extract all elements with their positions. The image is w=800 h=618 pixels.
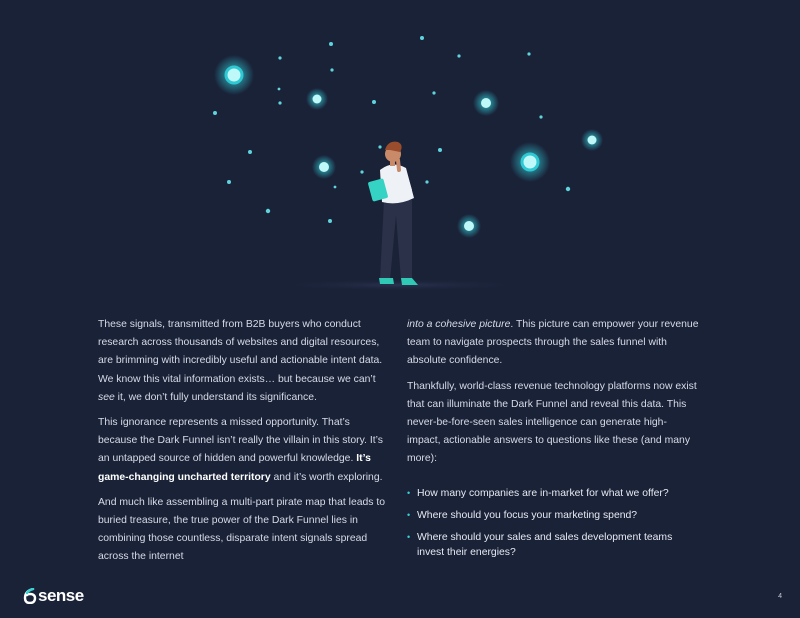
bullet-icon: • [407,487,411,498]
question-item: • Where should you focus your marketing spend? [407,509,638,521]
thinking-person [368,142,418,285]
left-column [98,316,390,574]
right-paragraph-1: into a cohesive picture. This picture can empower your revenue team to navigate prospects through the sales funnel with absolute confidence. [407,319,699,367]
question-item: • Where should your sales and sales development teams invest their energies? [407,531,673,558]
bullet-icon: • [407,509,411,520]
hero-illustration [0,0,800,300]
logo-wordmark: sense [38,586,84,605]
question-list [407,486,699,560]
page-number: 4 [778,593,782,600]
left-paragraph-2: This ignorance represents a missed opportunity. That’s because the Dark Funnel isn’t really the villain in this story. It’s an untapped source of hidden and powerful knowledge. It’s game-changing uncharted territory and it’s worth exploring. [98,417,383,483]
emphasis-cohesive-picture: into a cohesive picture [407,319,511,330]
bullet-icon: • [407,531,411,542]
left-paragraph-1: These signals, transmitted from B2B buyers who conduct research across thousands of websites and digital resources, are brimming with incredibly useful and actionable intent data. We know this vital information exists… but because we can’t see it, we don’t fully understand its significance. [98,319,383,403]
6-mark-icon [23,588,37,604]
emphasis-game-changing: It’s game-changing uncharted territory [98,453,371,483]
right-column [407,316,699,567]
floor-shadow [270,279,530,291]
left-paragraph-3: And much like assembling a multi-part pirate map that leads to buried treasure, the true power of the Dark Funnel lies in combining those countless, disparate intent signals spread across the internet [98,496,386,563]
emphasis-see: see [98,391,115,403]
right-paragraph-2: Thankfully, world-class revenue technology platforms now exist that can illuminate the Dark Funnel and reveal this data. This never-be-fore-seen sales intelligence can generate high-impact, actionable answers to questions like these (and many more): [407,380,697,465]
6sense-logo [23,586,84,606]
question-item: • How many companies are in-market for what we offer? [407,487,669,499]
